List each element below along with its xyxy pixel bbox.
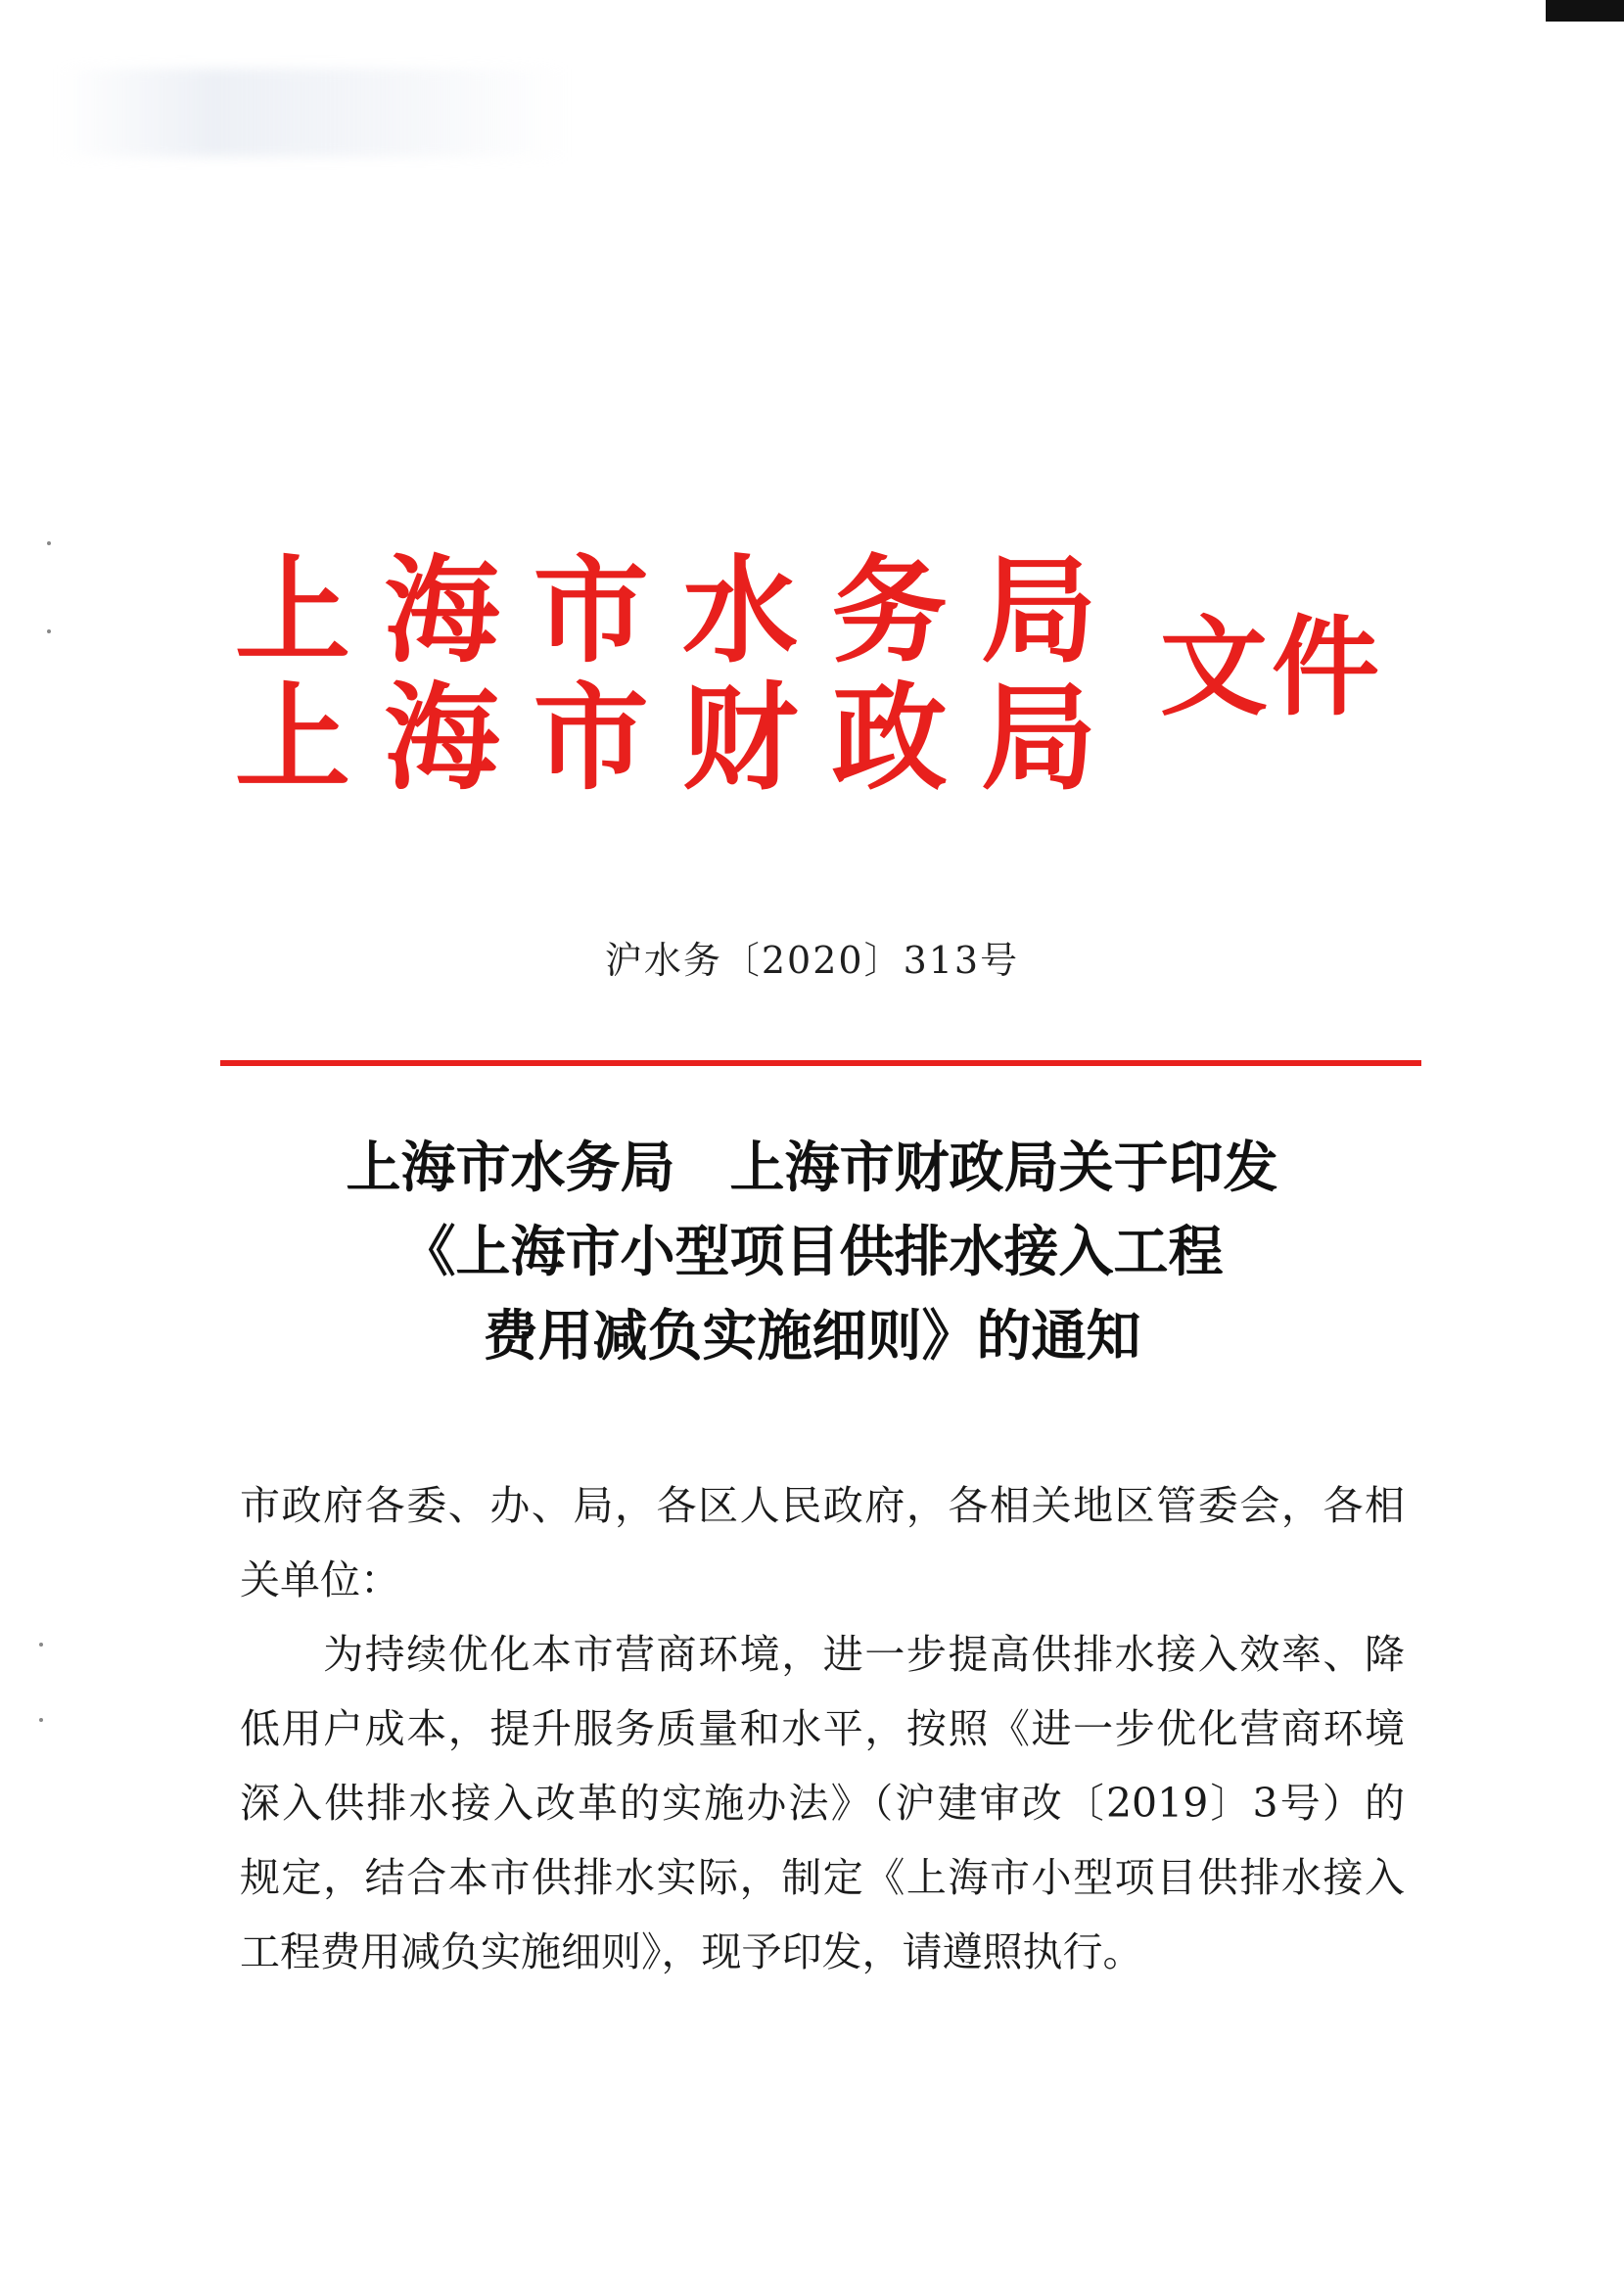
masthead-char: 海	[384, 542, 500, 678]
masthead-char: 市	[533, 670, 649, 806]
scan-corner-mark	[1546, 0, 1624, 22]
document-masthead	[235, 542, 1410, 806]
document-title	[0, 1126, 1624, 1378]
masthead-char: 水	[682, 542, 799, 678]
scan-speck	[39, 1718, 43, 1722]
scan-speck	[39, 1643, 43, 1647]
title-line: 上海市水务局 上海市财政局关于印发	[346, 1136, 1278, 1200]
scan-speck	[47, 629, 51, 633]
masthead-char: 局	[980, 542, 1096, 678]
masthead-issuer-finance-bureau	[235, 670, 1096, 806]
paragraph-line: 工程费用减负实施细则》，现予印发，请遵照执行。	[240, 1928, 1143, 1975]
paragraph-line: 规定，结合本市供排水实际，制定《上海市小型项目供排水接入	[240, 1854, 1405, 1901]
scan-speck	[47, 541, 51, 545]
masthead-char: 海	[384, 670, 500, 806]
masthead-issuer-water-bureau	[235, 542, 1096, 678]
masthead-char: 政	[831, 670, 948, 806]
title-line: 《上海市小型项目供排水接入工程	[400, 1220, 1224, 1284]
addressee-line: 市政府各委、办、局，各区人民政府，各相关地区管委会，各相	[240, 1482, 1405, 1529]
document-number: 沪水务〔2020〕313号	[604, 939, 1020, 982]
addressee-line: 关单位：	[240, 1556, 400, 1603]
paragraph-line: 深入供排水接入改革的实施办法》（沪建审改〔2019〕3号）的	[240, 1780, 1405, 1827]
masthead-char: 上	[235, 670, 351, 806]
document-body	[240, 1468, 1405, 1989]
masthead-char: 局	[980, 670, 1096, 806]
title-line: 费用减负实施细则》的通知	[483, 1304, 1141, 1369]
masthead-char: 上	[235, 542, 351, 678]
paragraph-line: 为持续优化本市营商环境，进一步提高供排水接入效率、降	[240, 1631, 1405, 1678]
paragraph-line: 低用户成本，提升服务质量和水平，按照《进一步优化营商环境	[240, 1705, 1405, 1752]
scan-smudge	[59, 69, 568, 157]
masthead-char: 市	[533, 542, 649, 678]
masthead-document-suffix: 文件	[1160, 604, 1383, 730]
masthead-char: 财	[682, 670, 799, 806]
red-divider-rule	[220, 1060, 1421, 1066]
masthead-char: 务	[831, 542, 948, 678]
